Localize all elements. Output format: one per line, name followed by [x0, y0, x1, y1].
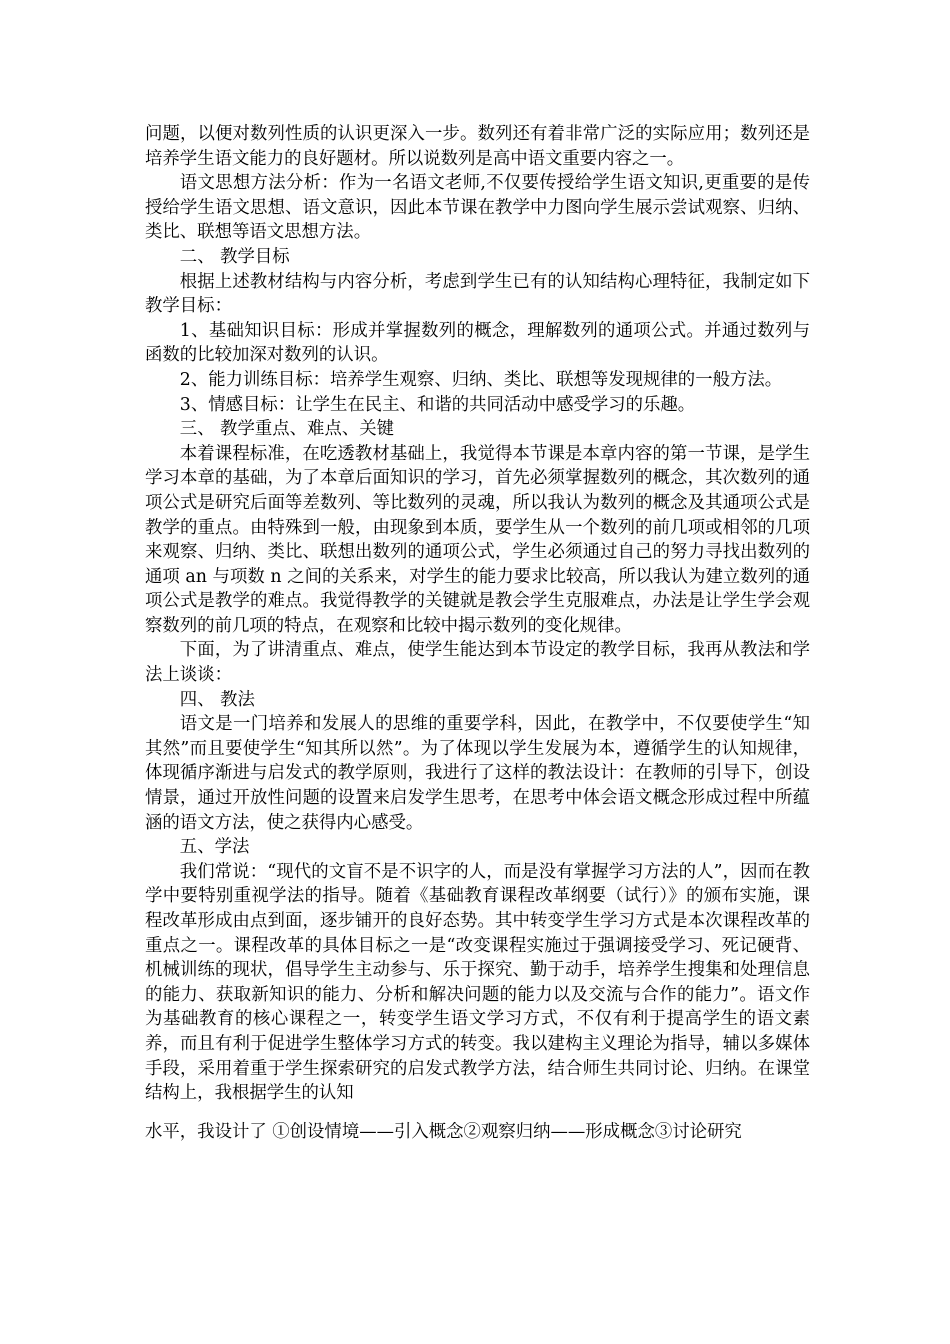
section-heading-2: 二、 教学目标 [179, 246, 290, 267]
paragraph-teaching-method: 语文是一门培养和发展人的思维的重要学科，因此，在教学中，不仅要使学生“知其然”而且要使学生“知其所以然”。为了体现以学生发展为本，遵循学生的认知规律，体现循序渐进与启发式的教学原则，我进行了这样的教法设计：在教师的引导下，创设情景，通过开放性问题的设置来启发学生思考，在思考中体会语文概念形成过程中所蕴涵的语文方法，使之获得内心感受。 [145, 714, 810, 833]
goal-item-2: 2、能力训练目标：培养学生观察、归纳、类比、联想等发现规律的一般方法。 [179, 369, 783, 390]
document-body [145, 122, 810, 1144]
paragraph-methods-analysis: 语文思想方法分析：作为一名语文老师,不仅要传授给学生语文知识,更重要的是传授给学生语文思想、语文意识，因此本节课在教学中力图向学生展示尝试观察、归纳、类比、联想等语文思想方法。 [145, 173, 810, 243]
section-heading-4: 四、 教法 [179, 689, 255, 710]
goal-item-1: 1、基础知识目标：形成并掌握数列的概念，理解数列的通项公式。并通过数列与函数的比较加深对数列的认识。 [145, 320, 810, 366]
paragraph-goals-intro: 根据上述教材结构与内容分析，考虑到学生已有的认知结构心理特征，我制定如下教学目标： [145, 271, 810, 317]
section-heading-5: 五、学法 [179, 837, 250, 858]
section-heading-3: 三、 教学重点、难点、关键 [179, 419, 395, 440]
goal-item-3: 3、情感目标：让学生在民主、和谐的共同活动中感受学习的乐趣。 [179, 394, 696, 415]
paragraph-design-steps: 水平，我设计了 ①创设情境——引入概念②观察归纳——形成概念③讨论研究 [145, 1121, 742, 1142]
paragraph-learning-method: 我们常说：“现代的文盲不是不识字的人，而是没有掌握学习方法的人”，因而在教学中要特别重视学法的指导。随着《基础教育课程改革纲要（试行）》的颁布实施，课程改革形成由点到面，逐步铺开的良好态势。其中转变学生学习方式是本次课程改革的重点之一。课程改革的具体目标之一是“改变课程实施过于强调接受学习、死记硬背、机械训练的现状，倡导学生主动参与、乐于探究、勤于动手，培养学生搜集和处理信息的能力、获取新知识的能力、分析和解决问题的能力以及交流与合作的能力”。语文作为基础教育的核心课程之一，转变学生语文学习方式，不仅有利于提高学生的语文素养，而且有利于促进学生整体学习方式的转变。我以建构主义理论为指导，辅以多媒体手段，采用着重于学生探索研究的启发式教学方法，结合师生共同讨论、归纳。在课堂结构上，我根据学生的认知 [145, 861, 810, 1104]
paragraph-key-points: 本着课程标准，在吃透教材基础上，我觉得本节课是本章内容的第一节课，是学生学习本章的基础，为了本章后面知识的学习，首先必须掌握数列的概念，其次数列的通项公式是研究后面等差数列、等比数列的灵魂，所以我认为数列的概念及其通项公式是教学的重点。由特殊到一般，由现象到本质，要学生从一个数列的前几项或相邻的几项来观察、归纳、类比、联想出数列的通项公式，学生必须通过自己的努力寻找出数列的通项 an 与项数 n 之间的关系来，对学生的能力要求比较高，所以我认为建立数列的通项公式是教学的难点。我觉得教学的关键就是教会学生克服难点，办法是让学生学会观察数列的前几项的特点，在观察和比较中揭示数列的变化规律。 [145, 443, 810, 636]
paragraph-intro-continuation: 问题，以便对数列性质的认识更深入一步。数列还有着非常广泛的实际应用；数列还是培养学生语文能力的良好题材。所以说数列是高中语文重要内容之一。 [145, 124, 810, 169]
paragraph-transition: 下面，为了讲清重点、难点，使学生能达到本节设定的教学目标，我再从教法和学法上谈谈： [145, 640, 810, 686]
